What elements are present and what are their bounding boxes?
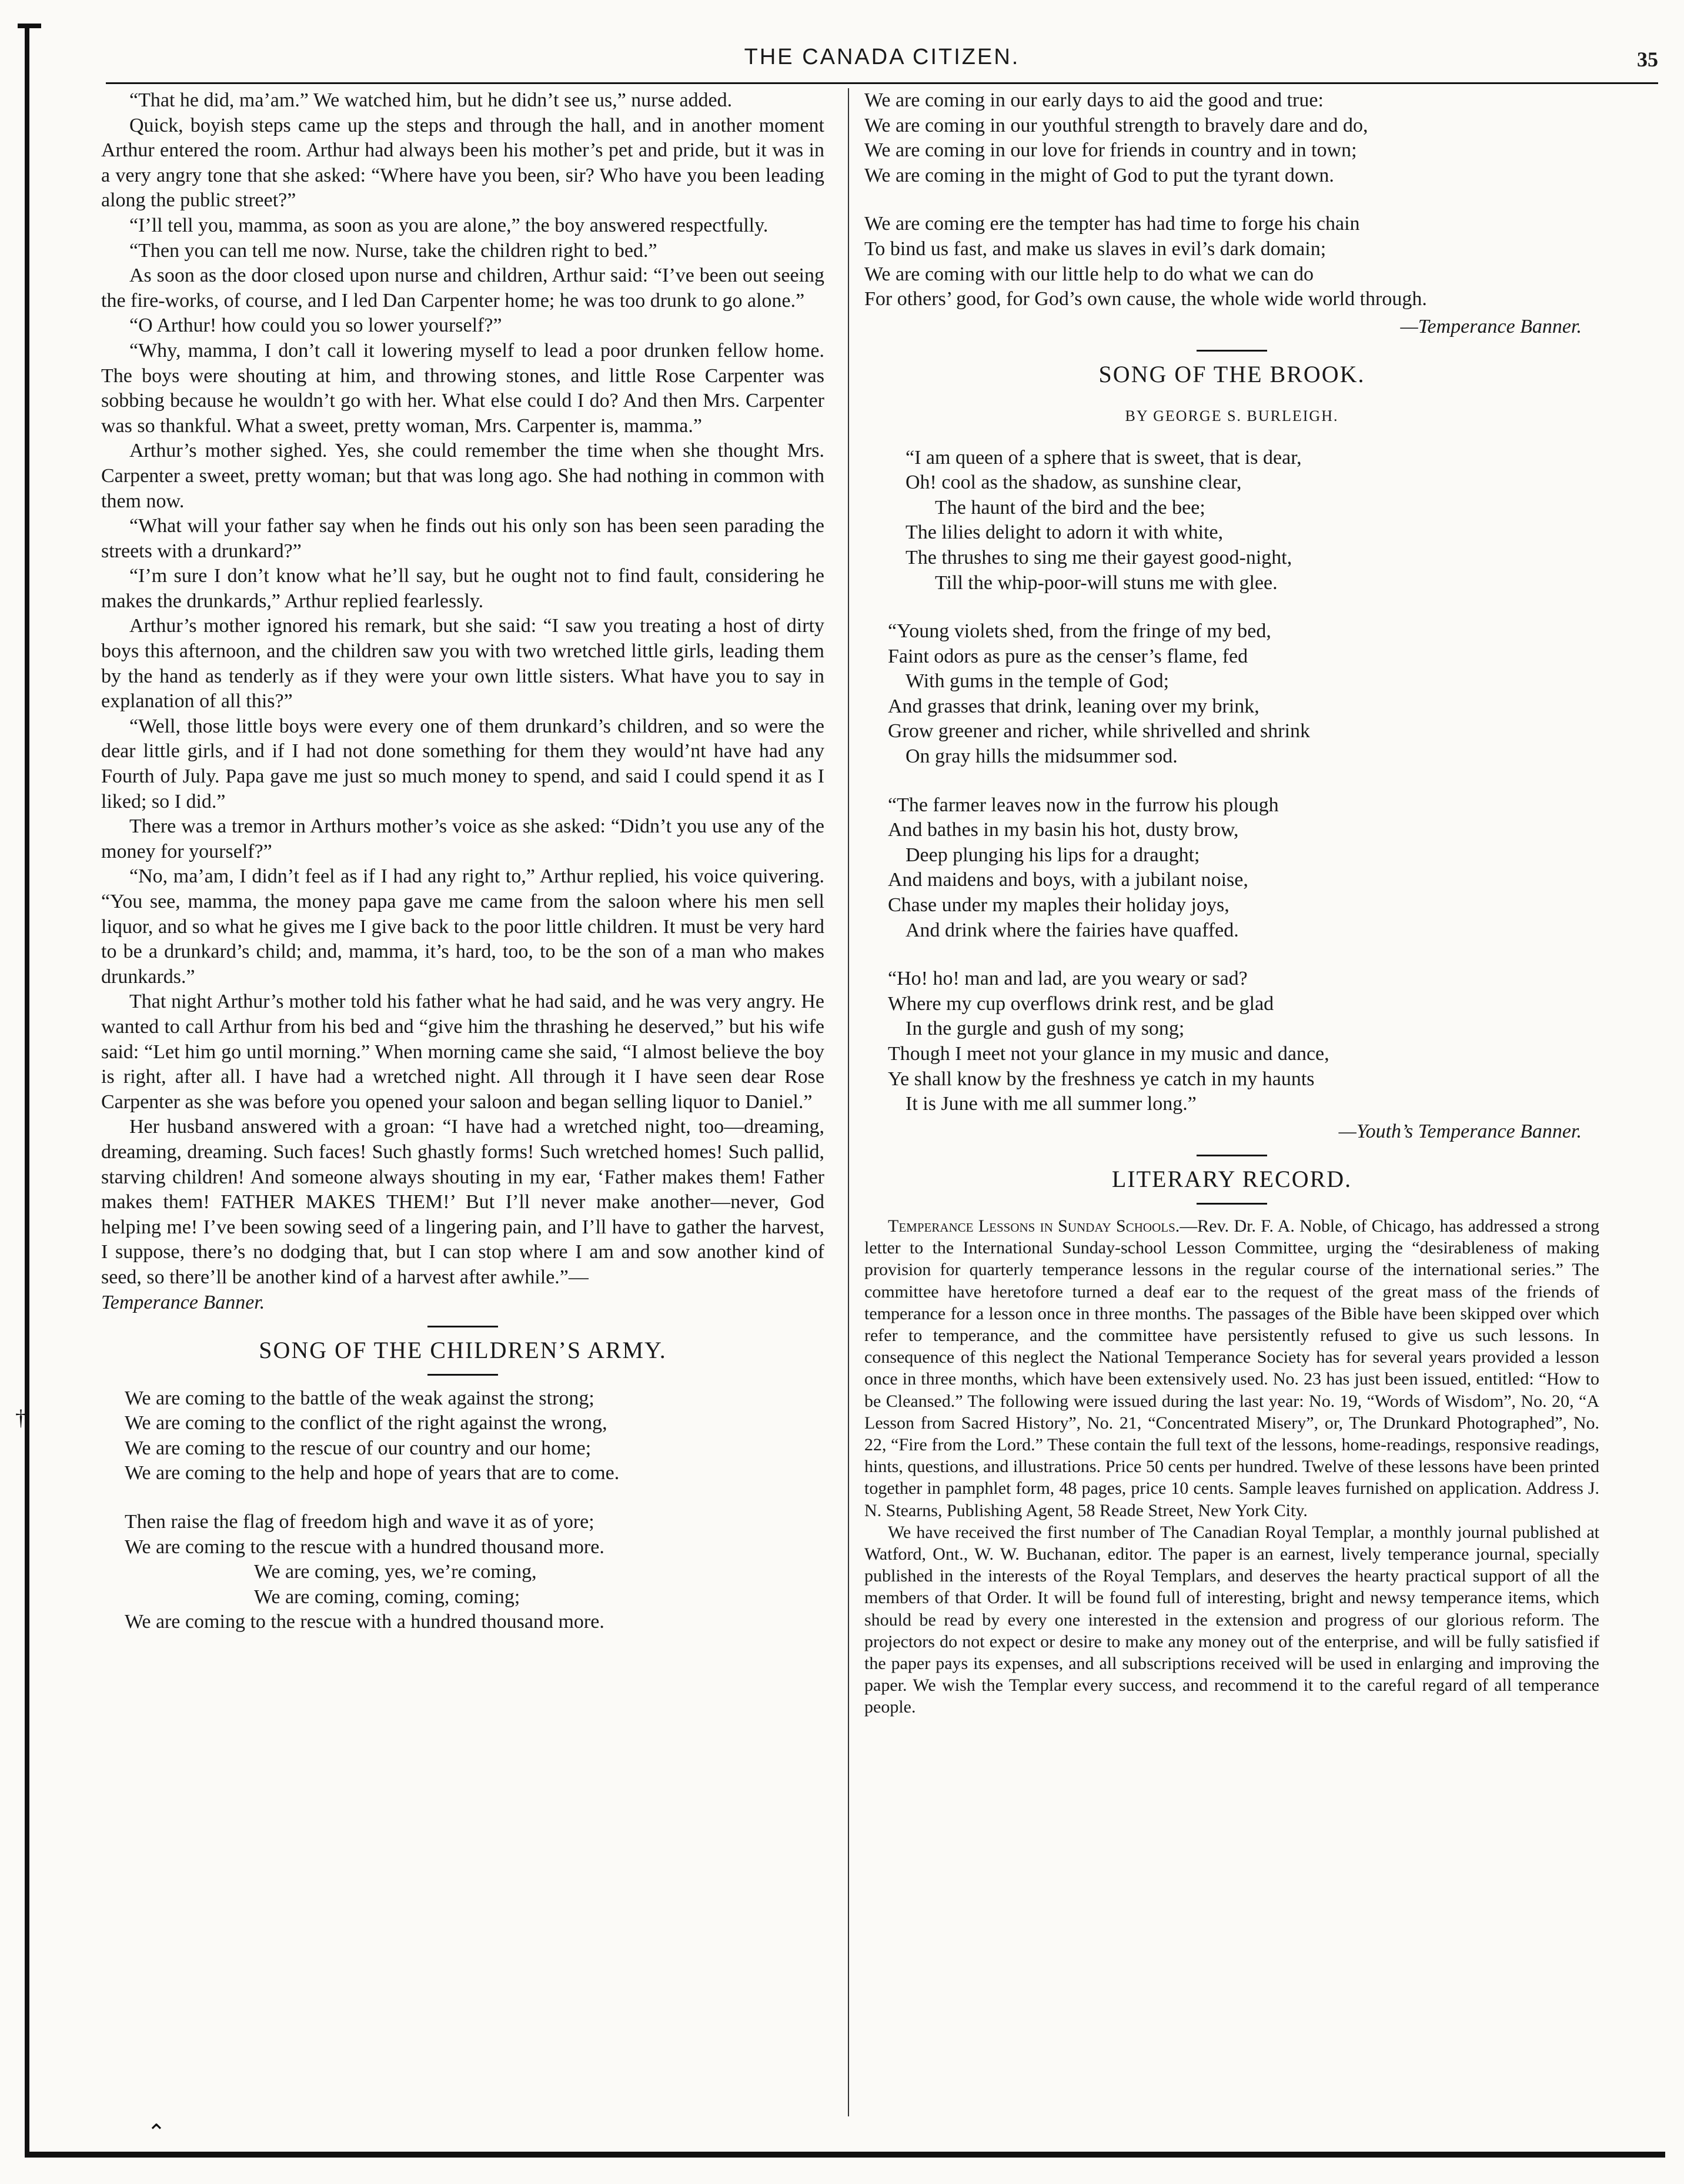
story-paragraph: “I’m sure I don’t know what he’ll say, but he ought not to find fault, considering he makes the drunkards,” Arthur replied fearlessly. [101, 565, 824, 612]
story-text [101, 88, 824, 1315]
poem-line: It is June with me all summer long.” [906, 1093, 1197, 1115]
poem-line: Chase under my maples their holiday joys, [888, 894, 1229, 917]
poem-line: “Ho! ho! man and lad, are you weary or sad? [888, 968, 1248, 990]
poem-line: “I am queen of a sphere that is sweet, that is dear, [906, 446, 1302, 469]
brook-byline: BY GEORGE S. BURLEIGH. [1125, 407, 1339, 424]
poem-line: The lilies delight to adorn it with white, [906, 521, 1224, 544]
story-paragraph: “Well, those little boys were every one of them drunkard’s children, and so were the dear little girls, and if I had not done something for them they would’nt have had any Fourth of July. Papa gave me just so much money to spend, and said I could spend it as I liked; so I did.” [101, 715, 824, 812]
poem-line: And drink where the fairies have quaffed. [906, 919, 1239, 941]
poem-line: We are coming to the conflict of the right against the wrong, [125, 1412, 607, 1434]
poem-line: We are coming to the rescue with a hundred thousand more. [125, 1536, 604, 1558]
story-paragraph: “That he did, ma’am.” We watched him, but he didn’t see us,” nurse added. [129, 89, 733, 111]
poem-line: “Young violets shed, from the fringe of my bed, [888, 620, 1271, 643]
poem-line: We are coming to the battle of the weak against the strong; [125, 1387, 594, 1409]
poem-line: And maidens and boys, with a jubilant noise, [888, 869, 1248, 891]
story-paragraph: “Why, mamma, I don’t call it lowering myself to lead a poor drunken fellow home. The boys were shouting at him, and throwing stones, and little Rose Carpenter was sobbing because he wouldn’t go with her. What else could I do? And then Mrs. Carpenter was so thankful. What a sweet, pretty woman, Mrs. Carpenter is, mamma.” [101, 339, 824, 437]
poem-line: Where my cup overflows drink rest, and be glad [888, 992, 1274, 1015]
poem-line: We are coming to the help and hope of years that are to come. [125, 1462, 620, 1484]
story-paragraph: Arthur’s mother ignored his remark, but she said: “I saw you treating a host of dirty boys this afternoon, and the children saw you with two wretched little girls, leading them by the hand as tenderly as if they were your own little sisters. What have you to say in explanation of all this?” [101, 615, 824, 713]
poem-line: Oh! cool as the shadow, as sunshine clear, [906, 471, 1242, 494]
poem-line: With gums in the temple of God; [906, 670, 1170, 693]
poem-line: Deep plunging his lips for a draught; [906, 844, 1200, 866]
literary-paragraph [864, 1215, 1599, 1521]
poem-stanza [864, 793, 1599, 944]
story-paragraph: “Then you can tell me now. Nurse, take the children right to bed.” [129, 239, 657, 262]
story-paragraph: As soon as the door closed upon nurse and children, Arthur said: “I’ve been out seeing the fire-works, of course, and I led Dan Carpenter home; he was too drunk to go alone.” [101, 265, 824, 312]
story-paragraph: Arthur’s mother sighed. Yes, she could remember the time when she thought Mrs. Carpenter a sweet, pretty woman; but that was long ago. She had nothing in common with them now. [101, 440, 824, 512]
left-rule-cap [18, 24, 41, 28]
poem-line: “The farmer leaves now in the furrow his plough [888, 794, 1279, 816]
story-paragraph: “O Arthur! how could you so lower yourself?” [129, 315, 502, 337]
story-paragraph: There was a tremor in Arthurs mother’s voice as she asked: “Didn’t you use any of the money for yourself?” [101, 815, 824, 862]
brook-title: SONG OF THE BROOK. [1098, 361, 1365, 388]
poem-line: We are coming, coming, coming; [254, 1586, 520, 1608]
story-paragraph: “I’ll tell you, mamma, as soon as you are alone,” the boy answered respectfully. [129, 214, 769, 236]
story-paragraph: “No, ma’am, I didn’t feel as if I had any right to,” Arthur replied, his voice quivering. “You see, mamma, the money papa gave me came from the saloon where his men sell liquor, and so what he gives me I give back to the poor little children. It must be very hard to be a drunkard’s child; and, mamma, it’s hard, too, to be the son of a man who makes drunkards.” [101, 865, 824, 988]
newspaper-title: THE CANADA CITIZEN. [744, 45, 1020, 69]
poem-line: We are coming ere the tempter has had time to forge his chain [864, 213, 1360, 235]
poem-stanza [864, 212, 1599, 312]
poem-line: We are coming in our love for friends in country and in town; [864, 139, 1357, 162]
poem-line: We are coming to the rescue of our country and our home; [125, 1437, 592, 1459]
section-rule [1197, 1155, 1267, 1156]
children-army-title: SONG OF THE CHILDREN’S ARMY. [259, 1337, 667, 1364]
poem-line: And bathes in my basin his hot, dusty brow, [888, 819, 1239, 841]
poem-line: We are coming in the might of God to put the tyrant down. [864, 164, 1334, 186]
poem-line: And grasses that drink, leaning over my brink, [888, 695, 1259, 717]
literary-record-title: LITERARY RECORD. [1111, 1166, 1352, 1193]
left-column [101, 88, 824, 1658]
margin-mark: † [15, 1406, 26, 1430]
poem-line: On gray hills the midsummer sod. [906, 745, 1178, 768]
poem-line: We are coming, yes, we’re coming, [254, 1561, 537, 1583]
poem-line: We are coming in our youthful strength to bravely dare and do, [864, 114, 1368, 136]
section-rule [427, 1326, 498, 1327]
story-paragraph: Quick, boyish steps came up the steps and through the hall, and in another moment Arthur entered the room. Arthur had always been his mother’s pet and pride, but it was in a very angry tone that she asked: “Where have you been, sir? Who have you been leading along the public street?” [101, 114, 824, 212]
poem-line: The thrushes to sing me their gayest good-night, [906, 546, 1292, 568]
literary-paragraph: We have received the first number of The Canadian Royal Templar, a monthly journal published at Watford, Ont., W. W. Buchanan, editor. The paper is an earnest, lively temperance journal, specially published in the interests of the Royal Templars, and deserves the hearty practical support of all the members of that Order. It will be found full of interesting, bright and newsy temperance items, which should be read by every one interested in the extension and progress of our glorious reform. The projectors do not expect or desire to make any money out of the enterprise, and will be fully satisfied if the paper pays its expenses, and all subscriptions received will be used in enlarging and improving the paper. We wish the Templar every success, and recommend it to the careful regard of all temperance people. [864, 1522, 1599, 1717]
poem-line: In the gurgle and gush of my song; [906, 1018, 1185, 1040]
story-paragraph: “What will your father say when he finds out his only son has been seen parading the streets with a drunkard?” [101, 515, 824, 562]
section-rule [1197, 1203, 1267, 1205]
poem-line: Grow greener and richer, while shrivelled and shrink [888, 720, 1311, 743]
poem-line: To bind us fast, and make us slaves in evil’s dark domain; [864, 238, 1327, 260]
story-source: Temperance Banner. [101, 1291, 265, 1313]
bottom-page-rule [25, 2152, 1665, 2158]
poem-stanza [101, 1510, 824, 1635]
page-number: 35 [1637, 48, 1658, 71]
section-rule [1197, 350, 1267, 352]
poem-stanza [864, 619, 1599, 770]
section-rule [427, 1374, 498, 1376]
literary-lead: Temperance Lessons in Sunday Schools. [888, 1216, 1180, 1236]
poem-source: —Youth’s Temperance Banner. [1338, 1120, 1582, 1142]
page-header [106, 41, 1658, 84]
poem-line: The haunt of the bird and the bee; [935, 496, 1205, 519]
poem-line: Till the whip-poor-will stuns me with glee. [935, 571, 1278, 594]
story-paragraph: Her husband answered with a groan: “I have had a wretched night, too—dreaming, dreaming, dreaming. Such faces! Such ghastly forms! Such wretched homes! Such pallid, starving children! And someone always shouting in my ear, ‘Father makes them! Father makes them! FATHER MAKES THEM!’ But I’ll never make another—never, God helping me! I’ve been sowing seed of a lingering pain, and I’ll have to gather the harvest, I suppose, there’s no dodging that, but I can stop where I am and sow another kind of seed, so there’ll be another kind of a harvest after awhile.”— [101, 1116, 824, 1288]
poem-line: Though I meet not your glance in my music and dance, [888, 1043, 1329, 1065]
column-divider [848, 88, 849, 2116]
story-paragraph: That night Arthur’s mother told his father what he had said, and he was very angry. He wanted to call Arthur from his bed and “give him the thrashing he deserved,” but his wife said: “Let him go until morning.” When morning came she said, “I almost believe the boy is right, after all. I have had a wretched night. All through it I have seen dear Rose Carpenter as she was before you opened your saloon and began selling liquor to Daniel.” [101, 991, 824, 1113]
poem-stanza [864, 446, 1599, 596]
right-column [864, 88, 1599, 1718]
poem-line: We are coming to the rescue with a hundred thousand more. [125, 1611, 604, 1633]
poem-stanza [864, 88, 1599, 188]
poem-stanza [864, 966, 1599, 1117]
poem-line: Faint odors as pure as the censer’s flame, fed [888, 645, 1248, 667]
literary-body: —Rev. Dr. F. A. Noble, of Chicago, has addressed a strong letter to the International Sunday-school Lesson Committee, urging the “desirableness of making provision for quarterly temperance lessons in the regular course of the international series.” The committee have heretofore turned a deaf ear to the request of the great mass of the friends of temperance for a lesson once in three months. The passages of the Bible have been skipped over which refer to temperance, and the committee have persistently refused to give us such lessons. In consequence of this neglect the National Temperance Society has for several years provided a lesson once in three months, which have been extensively used. No. 23 has just been issued, entitled: “How to be Cleansed.” The following were issued during the last year: No. 19, “Words of Wisdom”, No. 20, “A Lesson from Sacred History”, No. 21, “Concentrated Misery”, or, The Drunkard Photographed”, No. 22, “Fire from the Lord.” These contain the full text of the lessons, home-readings, responsive readings, hints, questions, and illustrations. Price 50 cents per hundred. Twelve of these lessons have been printed together in pamphlet form, 48 pages, price 10 cents. Sample leaves furnished on application. Address J. N. Stearns, Publishing Agent, 58 Reade Street, New York City. [864, 1216, 1599, 1520]
poem-source: —Temperance Banner. [1400, 315, 1582, 337]
poem-line: For others’ good, for God’s own cause, the whole wide world through. [864, 288, 1427, 310]
poem-line: We are coming in our early days to aid the good and true: [864, 89, 1324, 111]
poem-stanza [101, 1386, 824, 1486]
poem-line: Then raise the flag of freedom high and wave it as of yore; [125, 1511, 594, 1533]
left-page-rule [25, 24, 29, 2152]
poem-line: Ye shall know by the freshness ye catch in my haunts [888, 1068, 1315, 1090]
bottom-mark: ⌃ [147, 2121, 166, 2145]
poem-line: We are coming with our little help to do what we can do [864, 263, 1314, 285]
